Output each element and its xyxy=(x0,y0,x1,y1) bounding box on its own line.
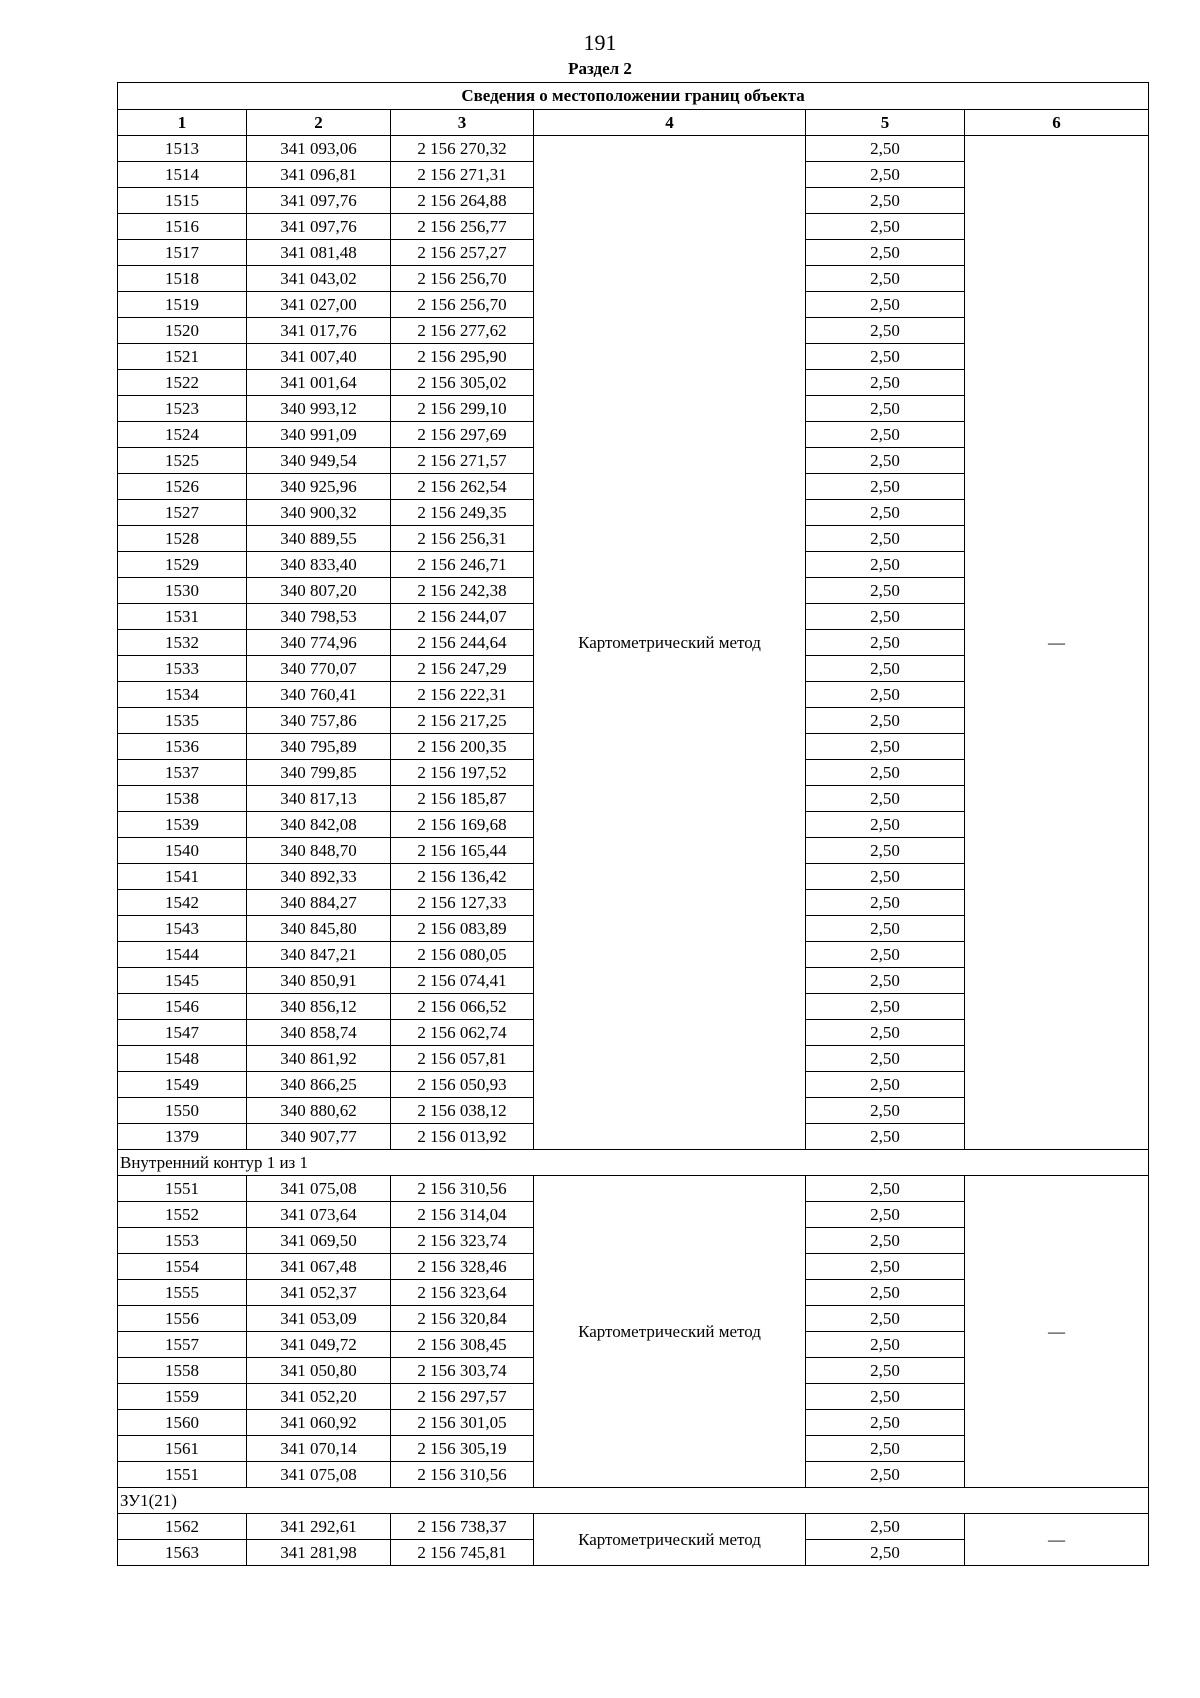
point-number: 1524 xyxy=(118,422,247,448)
coordinate-y: 2 156 185,87 xyxy=(391,786,534,812)
point-number: 1561 xyxy=(118,1436,247,1462)
table-row xyxy=(118,1176,1149,1202)
coordinate-x: 340 856,12 xyxy=(247,994,391,1020)
column-header: 5 xyxy=(806,110,965,136)
coordinate-y: 2 156 271,31 xyxy=(391,162,534,188)
coordinate-x: 340 798,53 xyxy=(247,604,391,630)
coordinate-x: 341 043,02 xyxy=(247,266,391,292)
coordinate-y: 2 156 246,71 xyxy=(391,552,534,578)
point-number: 1521 xyxy=(118,344,247,370)
coordinate-y: 2 156 314,04 xyxy=(391,1202,534,1228)
coordinate-y: 2 156 308,45 xyxy=(391,1332,534,1358)
accuracy-value: 2,50 xyxy=(806,1254,965,1280)
coordinate-x: 340 799,85 xyxy=(247,760,391,786)
accuracy-value: 2,50 xyxy=(806,1124,965,1150)
accuracy-value: 2,50 xyxy=(806,318,965,344)
coordinate-y: 2 156 169,68 xyxy=(391,812,534,838)
coordinate-x: 341 292,61 xyxy=(247,1514,391,1540)
accuracy-value: 2,50 xyxy=(806,916,965,942)
accuracy-value: 2,50 xyxy=(806,1514,965,1540)
coordinate-y: 2 156 270,32 xyxy=(391,136,534,162)
accuracy-value: 2,50 xyxy=(806,474,965,500)
accuracy-value: 2,50 xyxy=(806,552,965,578)
point-number: 1538 xyxy=(118,786,247,812)
accuracy-value: 2,50 xyxy=(806,1332,965,1358)
coordinate-x: 341 096,81 xyxy=(247,162,391,188)
point-number: 1539 xyxy=(118,812,247,838)
column-header: 4 xyxy=(534,110,806,136)
coordinate-y: 2 156 320,84 xyxy=(391,1306,534,1332)
coordinate-y: 2 156 323,64 xyxy=(391,1280,534,1306)
accuracy-value: 2,50 xyxy=(806,370,965,396)
coordinate-x: 341 007,40 xyxy=(247,344,391,370)
coordinate-y: 2 156 127,33 xyxy=(391,890,534,916)
accuracy-value: 2,50 xyxy=(806,1540,965,1566)
coordinate-x: 341 081,48 xyxy=(247,240,391,266)
accuracy-value: 2,50 xyxy=(806,1072,965,1098)
accuracy-value: 2,50 xyxy=(806,1228,965,1254)
coordinate-y: 2 156 299,10 xyxy=(391,396,534,422)
coordinate-y: 2 156 222,31 xyxy=(391,682,534,708)
coordinate-y: 2 156 305,02 xyxy=(391,370,534,396)
point-number: 1546 xyxy=(118,994,247,1020)
accuracy-value: 2,50 xyxy=(806,682,965,708)
coordinate-y: 2 156 262,54 xyxy=(391,474,534,500)
coordinate-y: 2 156 062,74 xyxy=(391,1020,534,1046)
accuracy-value: 2,50 xyxy=(806,786,965,812)
contour-label-row xyxy=(118,1150,1149,1176)
coordinate-y: 2 156 323,74 xyxy=(391,1228,534,1254)
coordinate-y: 2 156 244,07 xyxy=(391,604,534,630)
coordinate-x: 340 795,89 xyxy=(247,734,391,760)
point-number: 1553 xyxy=(118,1228,247,1254)
point-number: 1544 xyxy=(118,942,247,968)
point-number: 1549 xyxy=(118,1072,247,1098)
column-header: 1 xyxy=(118,110,247,136)
coordinate-x: 341 067,48 xyxy=(247,1254,391,1280)
point-number: 1523 xyxy=(118,396,247,422)
coordinate-y: 2 156 256,70 xyxy=(391,292,534,318)
accuracy-value: 2,50 xyxy=(806,812,965,838)
coordinate-x: 340 833,40 xyxy=(247,552,391,578)
coordinate-x: 340 880,62 xyxy=(247,1098,391,1124)
point-number: 1563 xyxy=(118,1540,247,1566)
column-header: 6 xyxy=(965,110,1149,136)
coordinate-x: 340 991,09 xyxy=(247,422,391,448)
coordinate-y: 2 156 256,31 xyxy=(391,526,534,552)
coordinate-x: 340 817,13 xyxy=(247,786,391,812)
method-cell: Картометрический метод xyxy=(534,1514,806,1566)
accuracy-value: 2,50 xyxy=(806,838,965,864)
accuracy-value: 2,50 xyxy=(806,708,965,734)
coordinate-x: 340 757,86 xyxy=(247,708,391,734)
coordinate-y: 2 156 249,35 xyxy=(391,500,534,526)
coordinate-x: 340 858,74 xyxy=(247,1020,391,1046)
coordinate-x: 340 925,96 xyxy=(247,474,391,500)
coordinate-y: 2 156 257,27 xyxy=(391,240,534,266)
point-number: 1542 xyxy=(118,890,247,916)
accuracy-value: 2,50 xyxy=(806,760,965,786)
coordinate-y: 2 156 057,81 xyxy=(391,1046,534,1072)
accuracy-value: 2,50 xyxy=(806,1410,965,1436)
point-number: 1532 xyxy=(118,630,247,656)
accuracy-value: 2,50 xyxy=(806,604,965,630)
coordinate-y: 2 156 738,37 xyxy=(391,1514,534,1540)
point-number: 1554 xyxy=(118,1254,247,1280)
point-number: 1527 xyxy=(118,500,247,526)
coordinate-y: 2 156 256,77 xyxy=(391,214,534,240)
coordinate-y: 2 156 013,92 xyxy=(391,1124,534,1150)
coordinate-y: 2 156 745,81 xyxy=(391,1540,534,1566)
boundary-coordinates-table xyxy=(117,82,1149,1566)
point-number: 1529 xyxy=(118,552,247,578)
coordinate-y: 2 156 305,19 xyxy=(391,1436,534,1462)
coordinate-y: 2 156 050,93 xyxy=(391,1072,534,1098)
point-number: 1515 xyxy=(118,188,247,214)
coordinate-x: 340 760,41 xyxy=(247,682,391,708)
table-row xyxy=(118,1514,1149,1540)
coordinate-x: 341 049,72 xyxy=(247,1332,391,1358)
coordinate-x: 340 807,20 xyxy=(247,578,391,604)
coordinate-y: 2 156 295,90 xyxy=(391,344,534,370)
point-number: 1552 xyxy=(118,1202,247,1228)
coordinate-x: 340 770,07 xyxy=(247,656,391,682)
coordinate-x: 341 075,08 xyxy=(247,1176,391,1202)
table-body xyxy=(118,83,1149,1566)
accuracy-value: 2,50 xyxy=(806,942,965,968)
accuracy-value: 2,50 xyxy=(806,136,965,162)
point-number: 1543 xyxy=(118,916,247,942)
coordinate-y: 2 156 297,69 xyxy=(391,422,534,448)
coordinate-y: 2 156 264,88 xyxy=(391,188,534,214)
point-number: 1522 xyxy=(118,370,247,396)
table-row xyxy=(118,136,1149,162)
coordinate-y: 2 156 200,35 xyxy=(391,734,534,760)
table-caption: Сведения о местоположении границ объекта xyxy=(118,83,1149,110)
section-title: Раздел 2 xyxy=(568,59,632,78)
point-number: 1518 xyxy=(118,266,247,292)
point-number: 1557 xyxy=(118,1332,247,1358)
coordinate-x: 341 069,50 xyxy=(247,1228,391,1254)
point-number: 1513 xyxy=(118,136,247,162)
coordinate-y: 2 156 080,05 xyxy=(391,942,534,968)
coordinate-x: 341 075,08 xyxy=(247,1462,391,1488)
coordinate-x: 340 861,92 xyxy=(247,1046,391,1072)
accuracy-value: 2,50 xyxy=(806,214,965,240)
coordinate-y: 2 156 244,64 xyxy=(391,630,534,656)
accuracy-value: 2,50 xyxy=(806,396,965,422)
column-6-cell: — xyxy=(965,1514,1149,1566)
point-number: 1550 xyxy=(118,1098,247,1124)
column-header-row xyxy=(118,110,1149,136)
accuracy-value: 2,50 xyxy=(806,578,965,604)
accuracy-value: 2,50 xyxy=(806,1462,965,1488)
coordinate-x: 341 060,92 xyxy=(247,1410,391,1436)
coordinate-y: 2 156 242,38 xyxy=(391,578,534,604)
point-number: 1558 xyxy=(118,1358,247,1384)
point-number: 1514 xyxy=(118,162,247,188)
point-number: 1536 xyxy=(118,734,247,760)
coordinate-x: 341 097,76 xyxy=(247,188,391,214)
accuracy-value: 2,50 xyxy=(806,1436,965,1462)
method-cell: Картометрический метод xyxy=(534,1176,806,1488)
point-number: 1559 xyxy=(118,1384,247,1410)
coordinate-y: 2 156 310,56 xyxy=(391,1176,534,1202)
point-number: 1551 xyxy=(118,1176,247,1202)
column-header: 2 xyxy=(247,110,391,136)
coordinate-x: 340 850,91 xyxy=(247,968,391,994)
accuracy-value: 2,50 xyxy=(806,1202,965,1228)
coordinate-x: 340 993,12 xyxy=(247,396,391,422)
coordinate-x: 341 017,76 xyxy=(247,318,391,344)
point-number: 1556 xyxy=(118,1306,247,1332)
point-number: 1525 xyxy=(118,448,247,474)
point-number: 1541 xyxy=(118,864,247,890)
coordinate-y: 2 156 328,46 xyxy=(391,1254,534,1280)
point-number: 1519 xyxy=(118,292,247,318)
coordinate-x: 341 050,80 xyxy=(247,1358,391,1384)
accuracy-value: 2,50 xyxy=(806,422,965,448)
coordinate-y: 2 156 277,62 xyxy=(391,318,534,344)
accuracy-value: 2,50 xyxy=(806,448,965,474)
accuracy-value: 2,50 xyxy=(806,994,965,1020)
coordinate-x: 341 097,76 xyxy=(247,214,391,240)
point-number: 1534 xyxy=(118,682,247,708)
point-number: 1528 xyxy=(118,526,247,552)
coordinate-x: 340 884,27 xyxy=(247,890,391,916)
accuracy-value: 2,50 xyxy=(806,188,965,214)
accuracy-value: 2,50 xyxy=(806,1384,965,1410)
accuracy-value: 2,50 xyxy=(806,1358,965,1384)
column-6-cell: — xyxy=(965,1176,1149,1488)
coordinate-y: 2 156 310,56 xyxy=(391,1462,534,1488)
point-number: 1548 xyxy=(118,1046,247,1072)
coordinate-y: 2 156 247,29 xyxy=(391,656,534,682)
coordinate-y: 2 156 217,25 xyxy=(391,708,534,734)
accuracy-value: 2,50 xyxy=(806,292,965,318)
coordinate-y: 2 156 083,89 xyxy=(391,916,534,942)
coordinate-x: 341 070,14 xyxy=(247,1436,391,1462)
accuracy-value: 2,50 xyxy=(806,734,965,760)
point-number: 1551 xyxy=(118,1462,247,1488)
coordinate-x: 341 027,00 xyxy=(247,292,391,318)
point-number: 1537 xyxy=(118,760,247,786)
coordinate-x: 340 845,80 xyxy=(247,916,391,942)
point-number: 1555 xyxy=(118,1280,247,1306)
coordinate-y: 2 156 301,05 xyxy=(391,1410,534,1436)
accuracy-value: 2,50 xyxy=(806,526,965,552)
coordinate-y: 2 156 066,52 xyxy=(391,994,534,1020)
contour-label: ЗУ1(21) xyxy=(118,1488,1149,1514)
accuracy-value: 2,50 xyxy=(806,890,965,916)
contour-label-row xyxy=(118,1488,1149,1514)
point-number: 1533 xyxy=(118,656,247,682)
coordinate-x: 340 900,32 xyxy=(247,500,391,526)
accuracy-value: 2,50 xyxy=(806,1280,965,1306)
coordinate-y: 2 156 271,57 xyxy=(391,448,534,474)
coordinate-y: 2 156 038,12 xyxy=(391,1098,534,1124)
point-number: 1545 xyxy=(118,968,247,994)
coordinate-y: 2 156 256,70 xyxy=(391,266,534,292)
contour-label: Внутренний контур 1 из 1 xyxy=(118,1150,1149,1176)
coordinate-x: 340 866,25 xyxy=(247,1072,391,1098)
accuracy-value: 2,50 xyxy=(806,1306,965,1332)
point-number: 1531 xyxy=(118,604,247,630)
coordinate-y: 2 156 074,41 xyxy=(391,968,534,994)
coordinate-x: 340 774,96 xyxy=(247,630,391,656)
accuracy-value: 2,50 xyxy=(806,968,965,994)
point-number: 1535 xyxy=(118,708,247,734)
table-caption-row xyxy=(118,83,1149,110)
coordinate-x: 341 001,64 xyxy=(247,370,391,396)
accuracy-value: 2,50 xyxy=(806,1098,965,1124)
point-number: 1379 xyxy=(118,1124,247,1150)
accuracy-value: 2,50 xyxy=(806,240,965,266)
column-6-cell: — xyxy=(965,136,1149,1150)
coordinate-x: 340 892,33 xyxy=(247,864,391,890)
accuracy-value: 2,50 xyxy=(806,1020,965,1046)
point-number: 1540 xyxy=(118,838,247,864)
coordinate-x: 340 842,08 xyxy=(247,812,391,838)
coordinate-x: 341 052,37 xyxy=(247,1280,391,1306)
coordinate-y: 2 156 197,52 xyxy=(391,760,534,786)
point-number: 1560 xyxy=(118,1410,247,1436)
page-number: 191 xyxy=(583,30,617,55)
accuracy-value: 2,50 xyxy=(806,1046,965,1072)
accuracy-value: 2,50 xyxy=(806,630,965,656)
method-cell: Картометрический метод xyxy=(534,136,806,1150)
coordinate-y: 2 156 303,74 xyxy=(391,1358,534,1384)
accuracy-value: 2,50 xyxy=(806,500,965,526)
point-number: 1530 xyxy=(118,578,247,604)
accuracy-value: 2,50 xyxy=(806,1176,965,1202)
accuracy-value: 2,50 xyxy=(806,162,965,188)
point-number: 1516 xyxy=(118,214,247,240)
coordinate-x: 341 093,06 xyxy=(247,136,391,162)
coordinate-y: 2 156 136,42 xyxy=(391,864,534,890)
coordinate-x: 341 052,20 xyxy=(247,1384,391,1410)
accuracy-value: 2,50 xyxy=(806,266,965,292)
column-header: 3 xyxy=(391,110,534,136)
point-number: 1517 xyxy=(118,240,247,266)
point-number: 1526 xyxy=(118,474,247,500)
coordinate-x: 341 281,98 xyxy=(247,1540,391,1566)
accuracy-value: 2,50 xyxy=(806,656,965,682)
coordinate-x: 340 848,70 xyxy=(247,838,391,864)
accuracy-value: 2,50 xyxy=(806,864,965,890)
coordinate-y: 2 156 297,57 xyxy=(391,1384,534,1410)
coordinate-x: 340 847,21 xyxy=(247,942,391,968)
point-number: 1547 xyxy=(118,1020,247,1046)
point-number: 1520 xyxy=(118,318,247,344)
coordinate-y: 2 156 165,44 xyxy=(391,838,534,864)
coordinate-x: 340 949,54 xyxy=(247,448,391,474)
coordinate-x: 341 053,09 xyxy=(247,1306,391,1332)
coordinate-x: 340 889,55 xyxy=(247,526,391,552)
point-number: 1562 xyxy=(118,1514,247,1540)
accuracy-value: 2,50 xyxy=(806,344,965,370)
coordinate-x: 341 073,64 xyxy=(247,1202,391,1228)
coordinate-x: 340 907,77 xyxy=(247,1124,391,1150)
